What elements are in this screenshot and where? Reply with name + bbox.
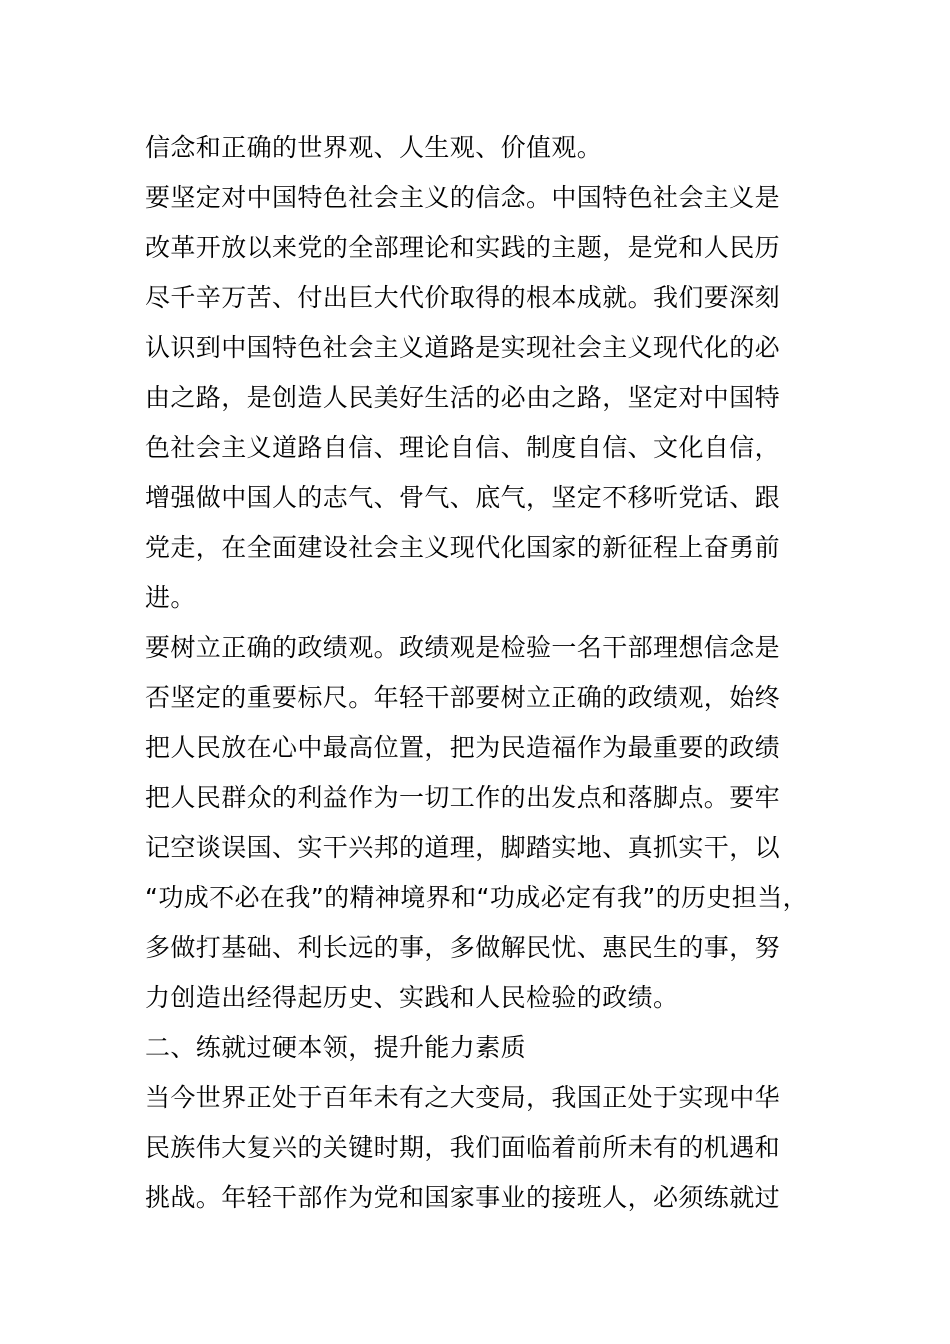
- text-line: 多做打基础、利长远的事，多做解民忧、惠民生的事，努: [145, 933, 781, 962]
- text-line: 改革开放以来党的全部理论和实践的主题，是党和人民历: [145, 233, 781, 262]
- text-line: 要坚定对中国特色社会主义的信念。中国特色社会主义是: [145, 183, 781, 212]
- text-line: 认识到中国特色社会主义道路是实现社会主义现代化的必: [145, 333, 781, 362]
- text-line: 党走，在全面建设社会主义现代化国家的新征程上奋勇前: [145, 533, 781, 562]
- text-line: 进。: [145, 583, 196, 612]
- text-line: 记空谈误国、实干兴邦的道理，脚踏实地、真抓实干，以: [145, 833, 781, 862]
- text-line: “功成不必在我”的精神境界和“功成必定有我”的历史担当，: [145, 883, 809, 912]
- text-line: 当今世界正处于百年未有之大变局，我国正处于实现中华: [145, 1083, 781, 1112]
- text-line: 由之路，是创造人民美好生活的必由之路，坚定对中国特: [145, 383, 781, 412]
- text-line: 挑战。年轻干部作为党和国家事业的接班人，必须练就过: [145, 1183, 781, 1212]
- section-heading: 二、练就过硬本领，提升能力素质: [145, 1033, 527, 1062]
- text-line: 尽千辛万苦、付出巨大代价取得的根本成就。我们要深刻: [145, 283, 781, 312]
- text-line: 色社会主义道路自信、理论自信、制度自信、文化自信，: [145, 433, 781, 462]
- text-line: 把人民群众的利益作为一切工作的出发点和落脚点。要牢: [145, 783, 781, 812]
- text-line: 否坚定的重要标尺。年轻干部要树立正确的政绩观，始终: [145, 683, 781, 712]
- text-line: 力创造出经得起历史、实践和人民检验的政绩。: [145, 983, 679, 1012]
- text-line: 要树立正确的政绩观。政绩观是检验一名干部理想信念是: [145, 633, 781, 662]
- text-line: 增强做中国人的志气、骨气、底气，坚定不移听党话、跟: [145, 483, 781, 512]
- text-line: 把人民放在心中最高位置，把为民造福作为最重要的政绩: [145, 733, 781, 762]
- text-line: 信念和正确的世界观、人生观、价值观。: [145, 133, 603, 162]
- text-line: 民族伟大复兴的关键时期，我们面临着前所未有的机遇和: [145, 1133, 781, 1162]
